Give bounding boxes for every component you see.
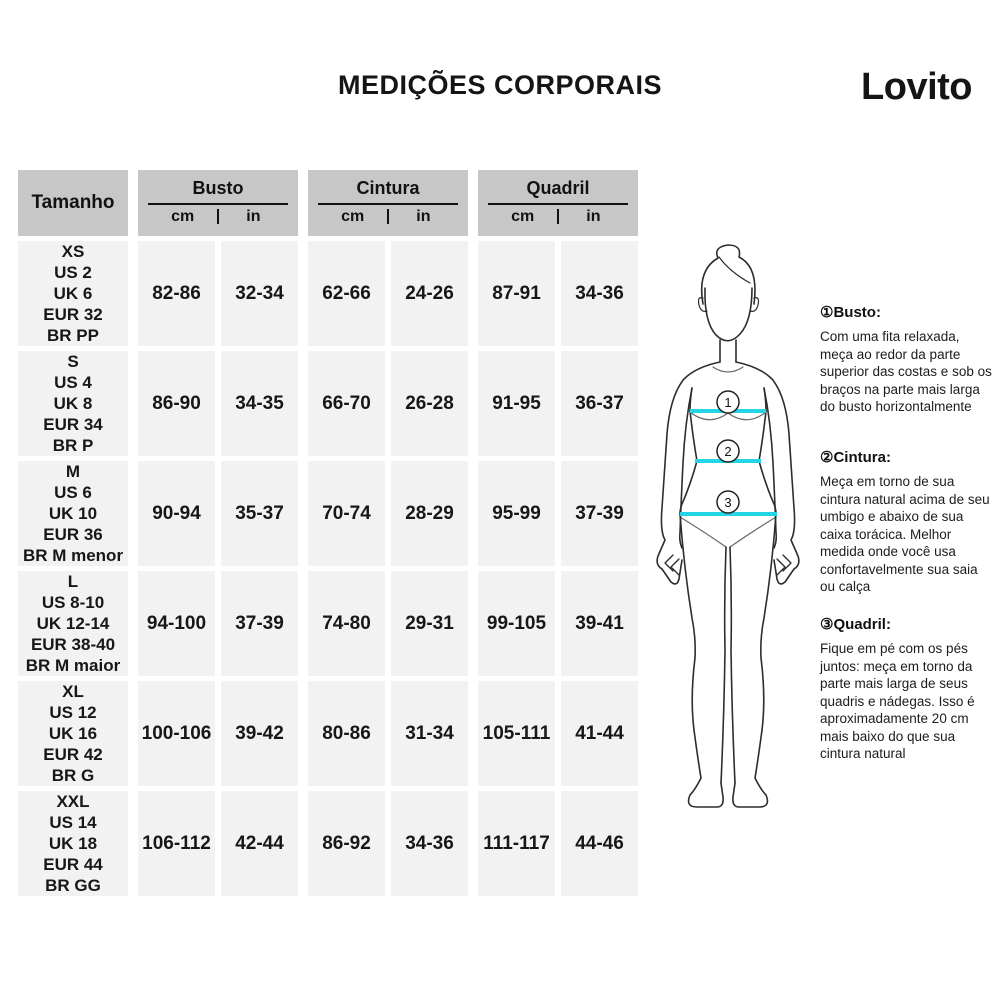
unit-label-in: in	[586, 207, 601, 225]
size-line: UK 12-14	[36, 614, 110, 633]
size-line: EUR 44	[43, 855, 103, 874]
size-line: BR M maior	[25, 656, 121, 675]
instruction-quadril	[820, 615, 992, 763]
unit-label-cm: cm	[171, 207, 195, 225]
cell-busto-cm: 106-112	[138, 791, 215, 896]
group-label-busto: Busto	[192, 178, 244, 199]
size-cell-s	[18, 351, 128, 456]
cell-quadril-cm: 111-117	[478, 791, 555, 896]
cell-busto-in: 34-35	[221, 351, 298, 456]
body-outline-illustration	[640, 238, 820, 818]
page-title: MEDIÇÕES CORPORAIS	[337, 70, 663, 100]
size-line: BR G	[51, 766, 95, 785]
size-cell-m	[18, 461, 128, 566]
marker-1-number: 1	[724, 395, 732, 410]
cell-quadril-cm: 91-95	[478, 351, 555, 456]
instruction-busto-body: Com uma fita relaxada, meça ao redor da parte superior das costas e sob os braços na parte mais larga do busto horizontalmente	[820, 329, 992, 414]
cell-cintura-in: 31-34	[391, 681, 468, 786]
cell-cintura-cm: 70-74	[308, 461, 385, 566]
size-line: US 12	[49, 703, 97, 722]
cell-cintura-in: 29-31	[391, 571, 468, 676]
cell-busto-in: 37-39	[221, 571, 298, 676]
size-cell-l	[18, 571, 128, 676]
cell-cintura-cm: 80-86	[308, 681, 385, 786]
group-label-quadril: Quadril	[526, 178, 590, 199]
cell-busto-cm: 90-94	[138, 461, 215, 566]
instruction-cintura-body: Meça em torno de sua cintura natural acima de seu umbigo e abaixo de sua caixa torácica. Melhor medida onde você usa confortavelmente sua saia ou calça	[820, 474, 990, 594]
size-line: UK 10	[48, 504, 98, 523]
size-line: EUR 32	[43, 305, 103, 324]
column-group-quadril	[478, 170, 638, 236]
cell-quadril-cm: 105-111	[478, 681, 555, 786]
size-line: US 4	[54, 373, 92, 392]
group-label-cintura: Cintura	[356, 178, 420, 199]
marker-2-number: 2	[724, 444, 732, 459]
unit-label-cm: cm	[511, 207, 535, 225]
cell-cintura-cm: 86-92	[308, 791, 385, 896]
cell-quadril-in: 37-39	[561, 461, 638, 566]
unit-label-in: in	[246, 207, 261, 225]
size-line: EUR 36	[43, 525, 103, 544]
size-line: US 6	[54, 483, 92, 502]
instruction-cintura-heading: ②Cintura:	[820, 449, 891, 466]
size-line: US 8-10	[41, 593, 105, 612]
size-line: M	[65, 462, 81, 481]
size-line: US 2	[54, 263, 92, 282]
size-line: S	[67, 352, 79, 371]
size-line: UK 18	[48, 834, 98, 853]
cell-cintura-in: 34-36	[391, 791, 468, 896]
column-group-cintura	[308, 170, 468, 236]
cell-busto-cm: 94-100	[138, 571, 215, 676]
cell-busto-cm: 100-106	[138, 681, 215, 786]
instruction-busto-heading: ①Busto:	[820, 304, 881, 321]
size-line: US 14	[49, 813, 97, 832]
cell-cintura-in: 28-29	[391, 461, 468, 566]
cell-quadril-in: 36-37	[561, 351, 638, 456]
unit-label-in: in	[416, 207, 431, 225]
size-line: EUR 38-40	[30, 635, 116, 654]
cell-busto-cm: 82-86	[138, 241, 215, 346]
size-line: BR PP	[47, 326, 99, 345]
cell-cintura-cm: 66-70	[308, 351, 385, 456]
instruction-quadril-body: Fique em pé com os pés juntos: meça em torno da parte mais larga de seus quadris e nádegas. Isso é aproximadamente 20 cm mais baixo do que sua cintura natural	[820, 641, 975, 761]
size-line: UK 6	[53, 284, 93, 303]
cell-cintura-in: 24-26	[391, 241, 468, 346]
cell-busto-in: 39-42	[221, 681, 298, 786]
cell-busto-in: 32-34	[221, 241, 298, 346]
size-cell-xxl	[18, 791, 128, 896]
size-line: BR GG	[45, 876, 101, 895]
column-group-busto	[138, 170, 298, 236]
size-cell-xs	[18, 241, 128, 346]
cell-quadril-in: 41-44	[561, 681, 638, 786]
cell-quadril-in: 44-46	[561, 791, 638, 896]
size-line: UK 16	[48, 724, 98, 743]
size-line: L	[67, 572, 79, 591]
cell-quadril-cm: 95-99	[478, 461, 555, 566]
size-line: XXL	[56, 792, 90, 811]
cell-cintura-in: 26-28	[391, 351, 468, 456]
size-cell-xl	[18, 681, 128, 786]
body-measurement-figure	[640, 238, 820, 818]
size-line: UK 8	[53, 394, 93, 413]
cell-quadril-cm: 87-91	[478, 241, 555, 346]
cell-quadril-in: 39-41	[561, 571, 638, 676]
marker-3-number: 3	[724, 495, 732, 510]
column-header-tamanho: Tamanho	[18, 170, 128, 236]
size-line: XS	[61, 242, 85, 261]
cell-busto-cm: 86-90	[138, 351, 215, 456]
cell-busto-in: 42-44	[221, 791, 298, 896]
cell-cintura-cm: 62-66	[308, 241, 385, 346]
size-line: EUR 34	[43, 415, 103, 434]
size-line: BR M menor	[22, 546, 124, 565]
unit-label-cm: cm	[341, 207, 365, 225]
instruction-busto	[820, 303, 992, 416]
cell-cintura-cm: 74-80	[308, 571, 385, 676]
cell-quadril-cm: 99-105	[478, 571, 555, 676]
brand-logo: Lovito	[861, 66, 972, 108]
cell-quadril-in: 34-36	[561, 241, 638, 346]
size-line: EUR 42	[43, 745, 103, 764]
size-line: XL	[62, 682, 84, 701]
size-line: BR P	[52, 436, 94, 455]
size-table	[18, 170, 638, 896]
cell-busto-in: 35-37	[221, 461, 298, 566]
instruction-quadril-heading: ③Quadril:	[820, 616, 891, 633]
instruction-cintura	[820, 448, 992, 596]
